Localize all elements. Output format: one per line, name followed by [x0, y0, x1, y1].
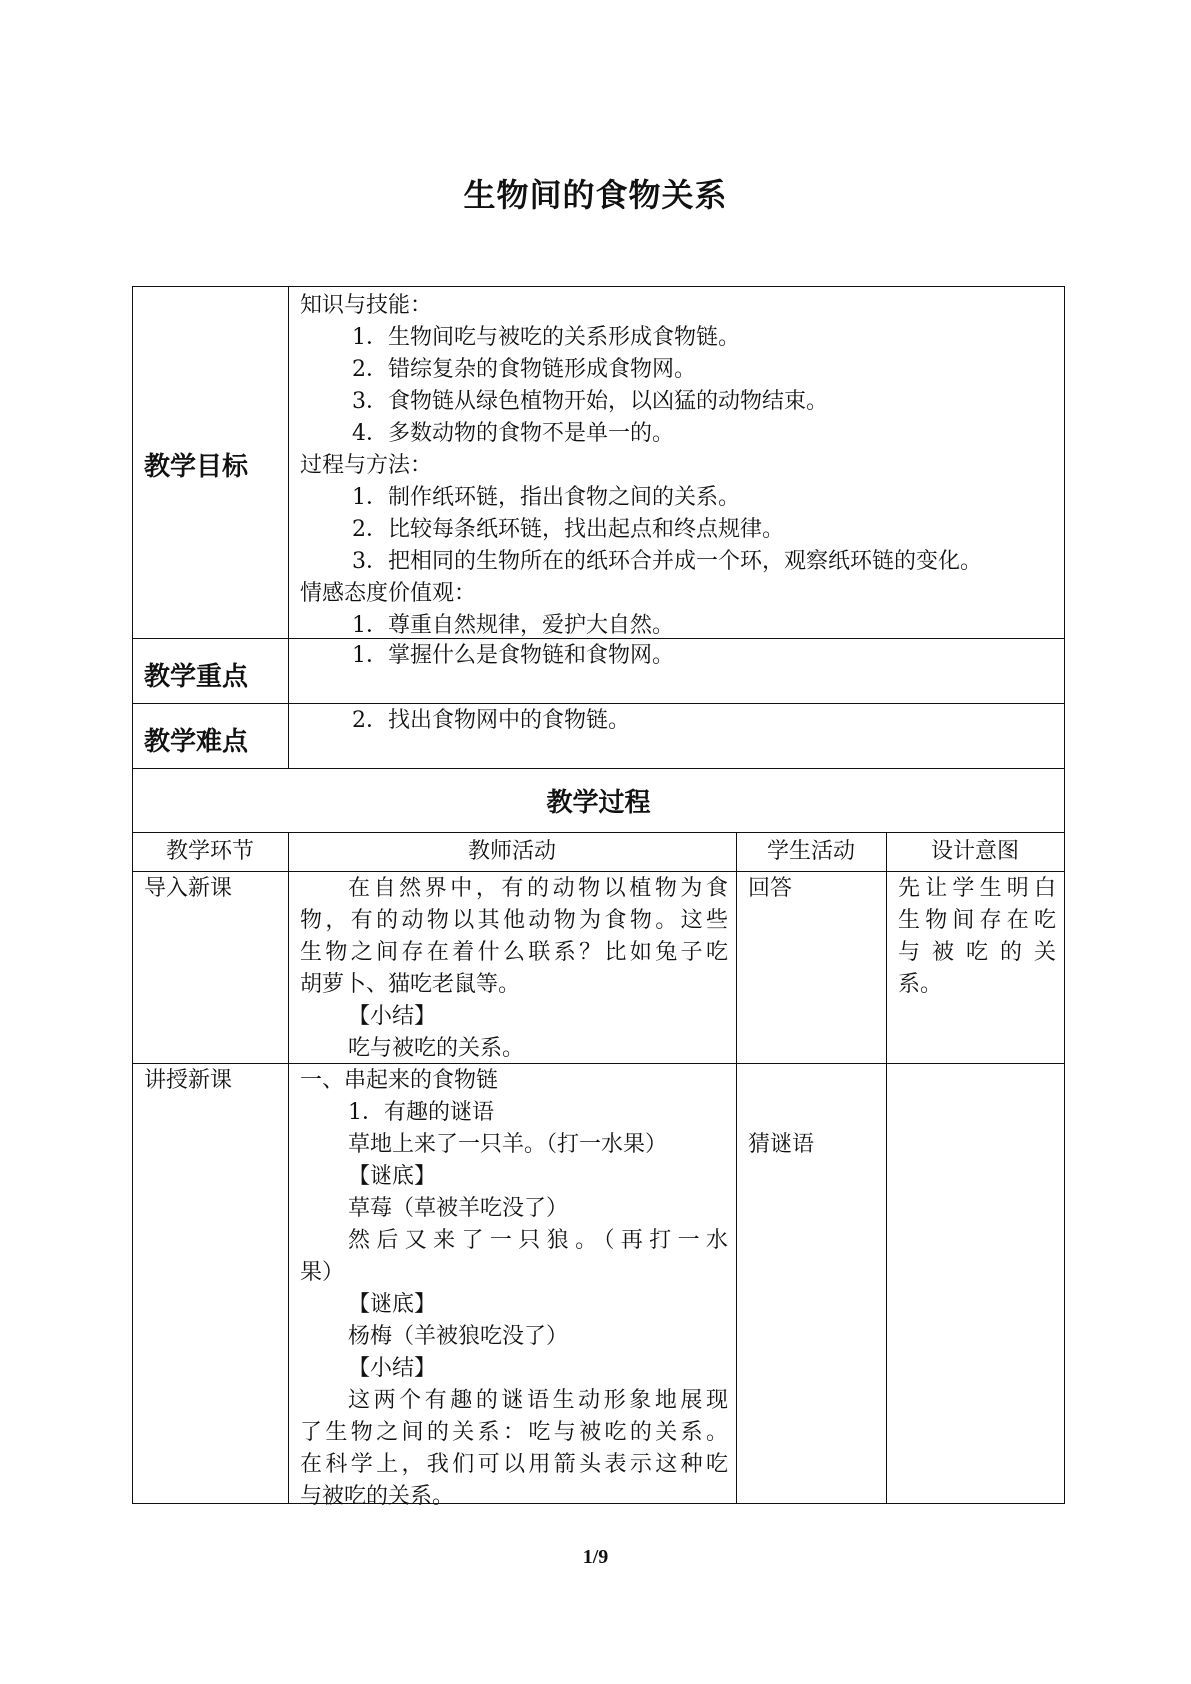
text-line: 先让学生明白 — [898, 876, 1056, 901]
difficulty-text — [300, 705, 630, 737]
table-border-top — [132, 286, 1065, 287]
text-line: 情感态度价值观： — [300, 581, 477, 606]
objectives-label: 教学目标 — [144, 452, 249, 482]
difficulty-line: 2．找出食物网中的食物链。 — [352, 708, 630, 733]
page-title: 生物间的食物关系 — [463, 176, 728, 214]
text-line: 在自然界中，有的动物以植物为食 — [348, 876, 728, 901]
lesson-table — [132, 286, 1065, 1509]
key-point-label: 教学重点 — [144, 662, 249, 692]
col-divider — [736, 832, 737, 1504]
col-header-teacher: 教师活动 — [467, 839, 556, 864]
col-divider — [886, 832, 887, 1504]
col-header-stage: 教学环节 — [165, 839, 254, 864]
text-line: 4．多数动物的食物不是单一的。 — [352, 421, 674, 446]
page-number: 1/9 — [582, 1546, 609, 1568]
text-line: 吃与被吃的关系。 — [348, 1036, 525, 1061]
text-line: 1．尊重自然规律，爱护大自然。 — [352, 613, 674, 638]
teacher-activity-cell — [300, 873, 728, 1065]
key-point-text — [300, 640, 674, 672]
text-line: 【小结】 — [348, 1356, 437, 1381]
text-line: 3．食物链从绿色植物开始，以凶猛的动物结束。 — [352, 389, 828, 414]
student-activity-cell: 回答 — [748, 876, 793, 901]
text-line: 在科学上，我们可以用箭头表示这种吃 — [300, 1452, 728, 1477]
text-line: 过程与方法： — [300, 453, 433, 478]
text-line: 【小结】 — [348, 1004, 437, 1029]
stage-cell: 讲授新课 — [144, 1068, 233, 1093]
text-line: 2．比较每条纸环链，找出起点和终点规律。 — [352, 517, 784, 542]
key-point-line: 1．掌握什么是食物链和食物网。 — [352, 643, 674, 668]
text-line: 了生物之间的关系：吃与被吃的关系。 — [300, 1420, 728, 1445]
row-divider — [132, 832, 1065, 833]
teacher-activity-cell — [300, 1065, 728, 1513]
text-line: 草地上来了一只羊。（打一水果） — [348, 1132, 668, 1157]
difficulty-label: 教学难点 — [144, 727, 249, 757]
text-line: 2．错综复杂的食物链形成食物网。 — [352, 357, 696, 382]
text-line: 与被吃的关 — [898, 940, 1056, 965]
table-border-right — [1064, 286, 1065, 1504]
text-line: 1．制作纸环链，指出食物之间的关系。 — [352, 485, 740, 510]
col-header-intent: 设计意图 — [930, 839, 1019, 864]
text-line: 生物间存在吃 — [898, 908, 1056, 933]
col-header-student: 学生活动 — [766, 839, 855, 864]
text-line: 杨梅（羊被狼吃没了） — [348, 1324, 569, 1349]
text-line: 1．有趣的谜语 — [348, 1100, 494, 1125]
process-title: 教学过程 — [546, 788, 651, 818]
text-line: 草莓（草被羊吃没了） — [348, 1196, 569, 1221]
design-intent-cell — [898, 873, 1056, 1001]
text-line: 生物之间存在着什么联系？比如兔子吃 — [300, 940, 728, 965]
text-line: 胡萝卜、猫吃老鼠等。 — [300, 972, 521, 997]
text-line: 与被吃的关系。 — [300, 1484, 455, 1509]
stage-cell: 导入新课 — [144, 876, 233, 901]
text-line: 一、串起来的食物链 — [300, 1068, 499, 1093]
text-line: 这两个有趣的谜语生动形象地展现 — [348, 1388, 728, 1413]
text-line: 然后又来了一只狼。（再打一水 — [348, 1228, 728, 1253]
student-activity-cell: 猜谜语 — [748, 1132, 815, 1157]
text-line: 3．把相同的生物所在的纸环合并成一个环，观察纸环链的变化。 — [352, 549, 982, 574]
table-border-left — [132, 286, 133, 1504]
row-divider — [132, 768, 1065, 769]
row-divider — [132, 703, 1065, 704]
text-line: 系。 — [898, 972, 943, 997]
text-line: 果） — [300, 1260, 345, 1285]
text-line: 【谜底】 — [348, 1292, 437, 1317]
objectives-content — [300, 290, 1060, 642]
text-line: 物，有的动物以其他动物为食物。这些 — [300, 908, 728, 933]
col-divider — [288, 286, 289, 768]
text-line: 1．生物间吃与被吃的关系形成食物链。 — [352, 325, 740, 350]
text-line: 【谜底】 — [348, 1164, 437, 1189]
row-divider — [132, 871, 1065, 872]
col-divider — [288, 832, 289, 1504]
text-line: 知识与技能： — [300, 293, 433, 318]
